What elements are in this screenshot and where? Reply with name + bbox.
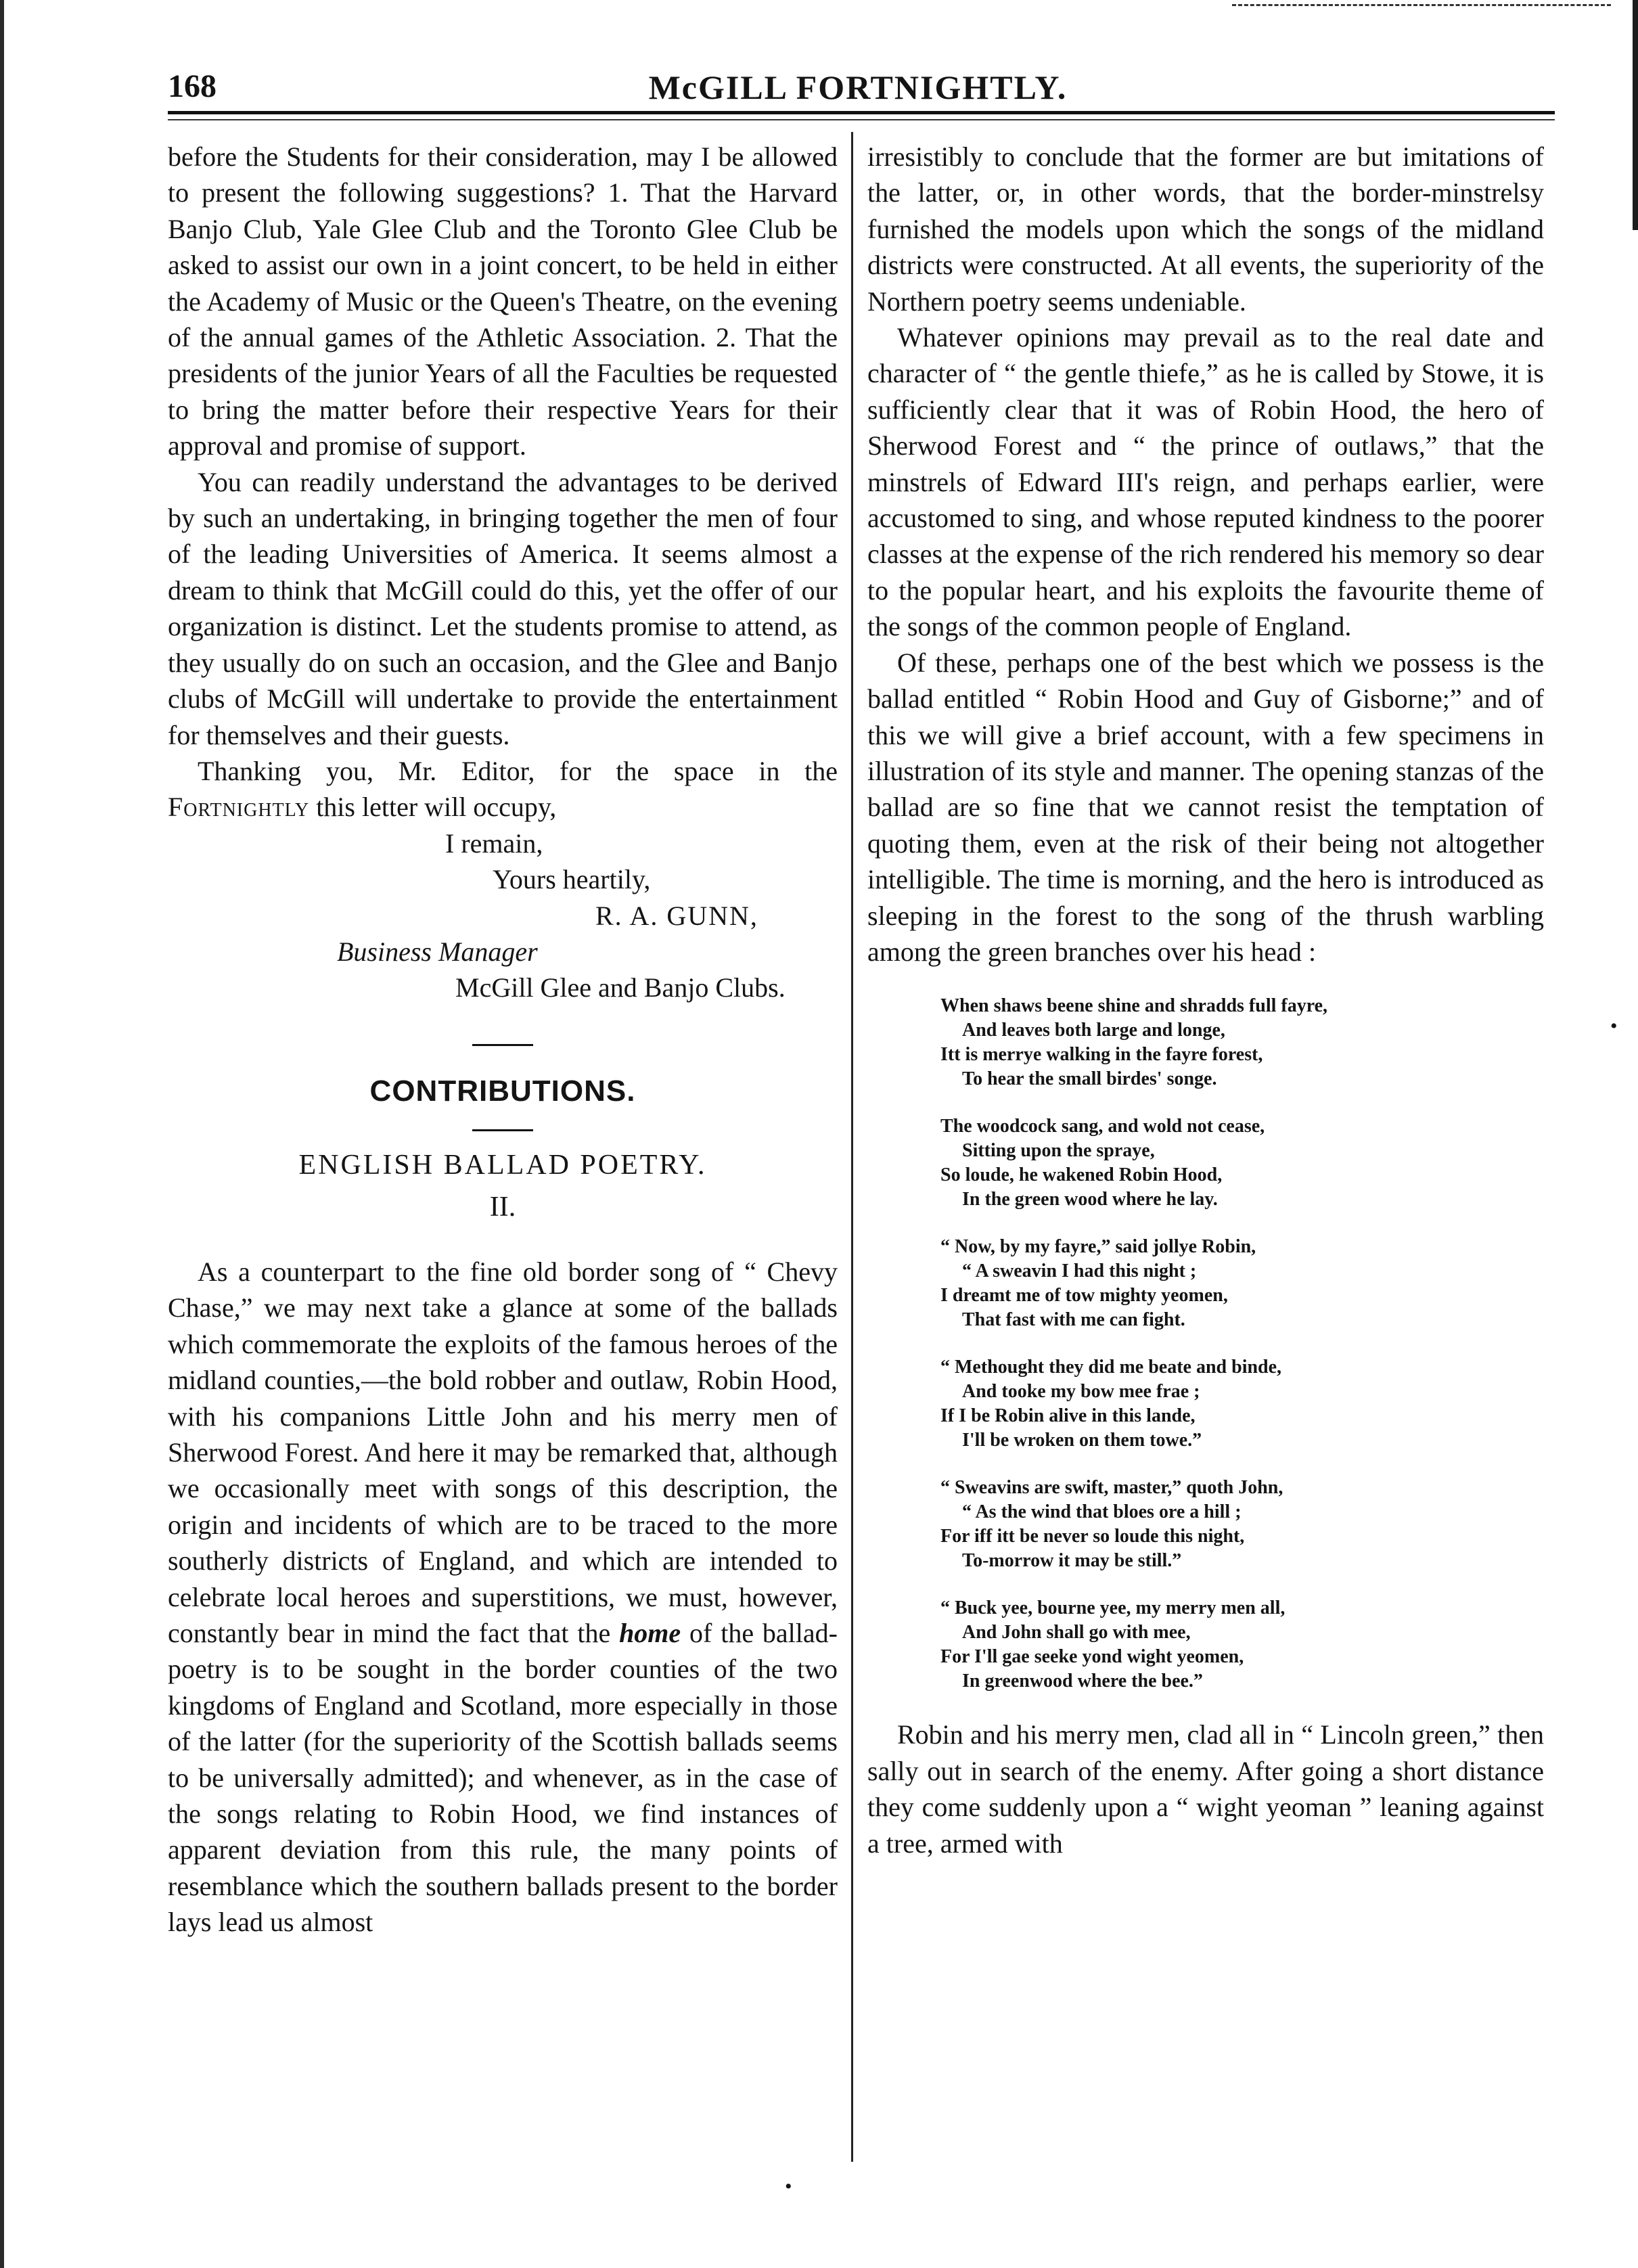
letter-paragraph: You can readily understand the advantages to be derived by such an undertaking, in bringing together the men of four of the leading Universities of America. It seems almost a dream to think that McGill could do this, yet the offer of our organization is distinct. Let the students promise to attend, as they usually do on such an occasion, and the Glee and Banjo clubs of McGill will undertake to provide the entertainment for themselves and their guests.	[168, 466, 838, 750]
magazine-name: Fortnightly	[168, 792, 310, 823]
signoff-yours: Yours heartily,	[493, 864, 651, 895]
verse-line: “ Sweavins are swift, master,” quoth John,	[940, 1477, 1283, 1499]
verse-line: And leaves both large and longe,	[962, 1020, 1225, 1041]
page-number: 168	[168, 68, 217, 104]
article-paragraph: irresistibly to conclude that the former are but imitations of the latter, or, in other words, that the border-minstrelsy furnished the models upon which the songs of the midland districts were constructed. At all events, the superiority of the Northern poetry seems undeniable.	[867, 141, 1544, 317]
article-italic-word: home	[619, 1618, 681, 1649]
article-text-after: of the ballad-poetry is to be sought in the border counties of the two kingdoms of England and Scotland, more especially in those of the latter (for the superiority of the Scottish ballads seems to be universally admitted); and whenever, as in the case of the songs relating to Robin Hood, we find instances of apparent deviation from this rule, the many points of resemblance which the southern ballads present to the border lays lead us almost	[168, 1618, 838, 1938]
article-text-before: As a counterpart to the fine old border song of “ Chevy Chase,” we may next take a glance at some of the ballads which commemorate the exploits of the famous heroes of the midland counties,—the bold robber and outlaw, Robin Hood, with his companions Little John and his merry men of Sherwood Forest. And here it may be remarked that, although we occasionally meet with songs of this description, the origin and incidents of which are to be traced to the more southerly districts of England, and which are intended to celebrate local heroes and superstitions, we must, however, constantly bear in mind the fact that the	[168, 1256, 838, 1649]
section-rule	[472, 1129, 533, 1131]
signoff-remain: I remain,	[445, 827, 543, 859]
header-rule-thin	[168, 119, 1555, 120]
ballad-stanza	[940, 1235, 1544, 1332]
left-column	[168, 139, 838, 1941]
article-paragraph: Of these, perhaps one of the best which we possess is the ballad entitled “ Robin Hood and Guy of Gisborne;” and of this we will give a brief account, with a few specimens in illustration of its style and manner. The opening stanzas of the ballad are so fine that we cannot resist the temptation of quoting them, even at the risk of their being not altogether intelligible. The time is morning, and the hero is introduced as sleeping in the forest to the song of the thrush warbling among the green branches over his head :	[867, 647, 1544, 967]
verse-line: The woodcock sang, and wold not cease,	[940, 1116, 1265, 1137]
scan-edge-right	[1633, 0, 1638, 230]
section-rule	[472, 1044, 533, 1046]
verse-line: In greenwood where the bee.”	[962, 1671, 1203, 1692]
letter-paragraph: before the Students for their consideration, may I be allowed to present the following suggestions? 1. That the Harvard Banjo Club, Yale Glee Club and the Toronto Glee Club be asked to assist our own in a joint concert, to be held in either the Academy of Music or the Queen's Theatre, on the evening of the annual games of the Athletic Association. 2. That the presidents of the junior Years of all the Faculties be requested to bring the matter before their respective Years for their approval and promise of support.	[168, 141, 838, 461]
ballad-stanza	[940, 1476, 1544, 1573]
ballad-stanza	[940, 1596, 1544, 1694]
signoff-title: Business Manager	[337, 936, 538, 967]
print-speck: •	[1610, 1015, 1618, 1037]
article-title: ENGLISH BALLAD POETRY.	[298, 1150, 707, 1181]
article-paragraph	[168, 1254, 838, 1941]
verse-line: Sitting upon the spraye,	[962, 1140, 1155, 1162]
running-title: McGILL FORTNIGHTLY.	[648, 68, 1068, 106]
verse-line: “ As the wind that bloes ore a hill ;	[962, 1501, 1242, 1523]
verse-line: If I be Robin alive in this lande,	[940, 1405, 1196, 1427]
verse-line: When shaws beene shine and shradds full fayre,	[940, 995, 1328, 1017]
verse-line: “ A sweavin I had this night ;	[962, 1261, 1197, 1282]
ballad-stanza	[940, 1355, 1544, 1453]
verse-line: For I'll gae seeke yond wight yeomen,	[940, 1646, 1244, 1668]
header-rule	[168, 111, 1555, 114]
verse-line: I'll be wroken on them towe.”	[962, 1430, 1202, 1451]
verse-line: “ Methought they did me beate and binde,	[940, 1357, 1282, 1378]
ballad-stanza	[940, 1114, 1544, 1212]
verse-line: To-morrow it may be still.”	[962, 1550, 1182, 1572]
scan-dash-artifact	[1232, 4, 1611, 9]
article-part: II.	[489, 1191, 516, 1223]
article-paragraph: Robin and his merry men, clad all in “ Lincoln green,” then sally out in search of the enemy. After going a short distance they come suddenly upon a “ wight yeoman ” leaning against a tree, armed with	[867, 1719, 1544, 1859]
page-header	[168, 58, 1548, 112]
signoff-name: R. A. GUNN,	[595, 900, 758, 931]
scan-edge-left	[0, 0, 4, 2268]
verse-line: For iff itt be never so loude this night,	[940, 1526, 1245, 1547]
verse-line: That fast with me can fight.	[962, 1309, 1185, 1331]
verse-line: “ Buck yee, bourne yee, my merry men all,	[940, 1597, 1286, 1619]
print-speck: •	[785, 2175, 792, 2198]
ballad-stanza	[940, 994, 1544, 1091]
verse-line: I dreamt me of tow mighty yeomen,	[940, 1285, 1228, 1307]
verse-line: And John shall go with mee,	[962, 1622, 1191, 1643]
thanks-text-before: Thanking you, Mr. Editor, for the space in the	[198, 755, 838, 786]
section-heading: CONTRIBUTIONS.	[369, 1074, 636, 1108]
verse-line: And tooke my bow mee frae ;	[962, 1381, 1200, 1403]
verse-line: So loude, he wakened Robin Hood,	[940, 1164, 1223, 1186]
verse-line: Itt is merrye walking in the fayre forest,	[940, 1044, 1263, 1066]
letter-signoff	[168, 825, 838, 1006]
thanks-text-after: this letter will occupy,	[309, 792, 557, 823]
verse-line: To hear the small birdes' songe.	[962, 1068, 1217, 1090]
letter-thanks	[168, 753, 838, 825]
column-divider	[851, 132, 853, 2162]
right-column	[867, 139, 1544, 1861]
article-paragraph: Whatever opinions may prevail as to the real date and character of “ the gentle thiefe,” as he is called by Stowe, it is sufficiently clear that it was of Robin Hood, the hero of Sherwood Forest and “ the prince of outlaws,” that the minstrels of Edward III's reign, and perhaps earlier, were accustomed to sing, and whose reputed kindness to the poorer classes at the expense of the rich rendered his memory so dear to the popular heart, and his exploits the favourite theme of the songs of the common people of England.	[867, 322, 1544, 642]
ballad-quotation	[940, 994, 1544, 1694]
verse-line: In the green wood where he lay.	[962, 1189, 1218, 1210]
verse-line: “ Now, by my fayre,” said jollye Robin,	[940, 1236, 1256, 1258]
signoff-org: McGill Glee and Banjo Clubs.	[455, 972, 786, 1003]
